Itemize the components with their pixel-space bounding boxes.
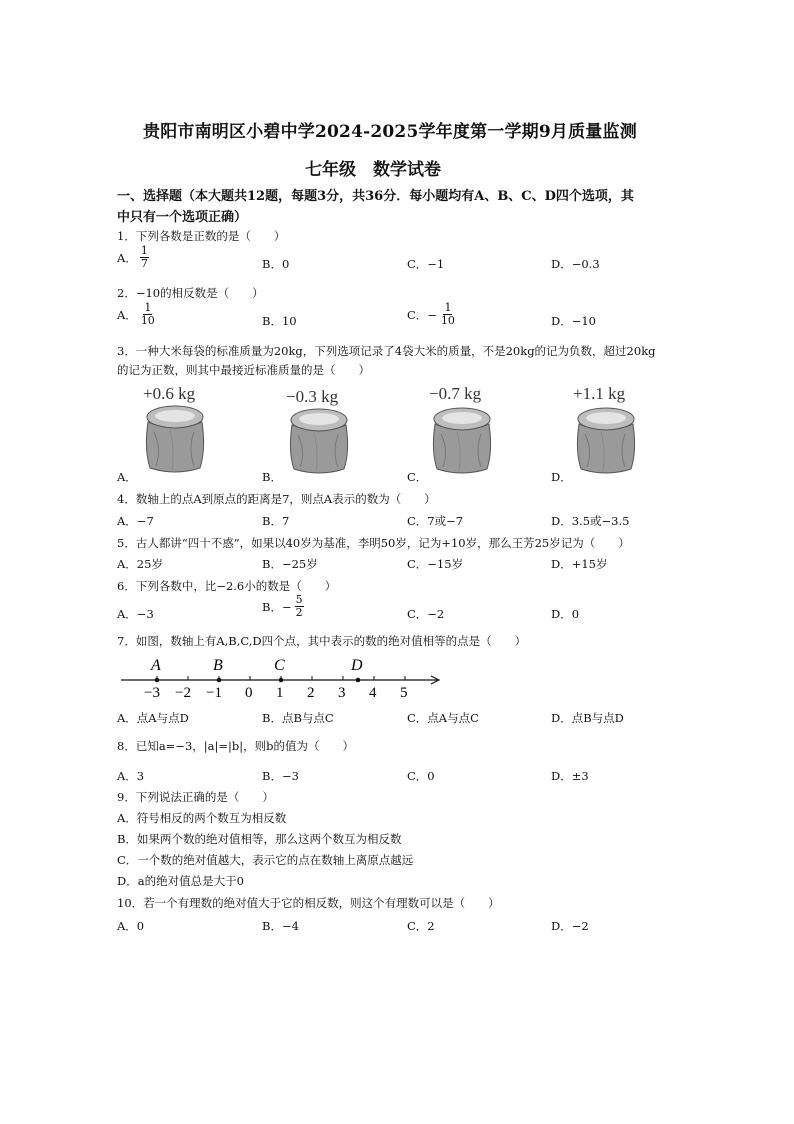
tick-label: 2 [307, 685, 315, 701]
mass-label: −0.3 kg [286, 387, 339, 406]
mass-label: −0.7 kg [429, 384, 482, 403]
q6-option-c: C．−2 [407, 607, 445, 621]
tick-label: 1 [276, 685, 284, 701]
section-heading-line1: 一、选择题（本大题共12题，每题3分，共36分．每小题均有A、B、C、D四个选项，其 [117, 189, 634, 204]
q5-option-c: C．−15岁 [407, 557, 464, 571]
q1-option-a [117, 245, 149, 270]
tick-label: 5 [400, 685, 408, 701]
point-a-label: A [151, 657, 161, 674]
rice-bag-image [286, 407, 352, 474]
option-label: B．− [262, 599, 292, 614]
q9-option-a: A．符号相反的两个数互为相反数 [117, 811, 287, 825]
rice-bag-image [429, 406, 495, 474]
q4-option-b: B．7 [262, 514, 290, 528]
section-heading-line2: 中只有一个选项正确） [117, 210, 248, 225]
q7-option-d: D．点B与点D [551, 711, 624, 725]
q9-option-b: B．如果两个数的绝对值相等，那么这两个数互为相反数 [117, 832, 402, 846]
tick-label: 4 [369, 685, 377, 701]
q3-options [117, 380, 697, 485]
mass-label: +0.6 kg [143, 384, 196, 403]
q3-stem-line2: 的记为正数，则其中最接近标准质量的是（ ） [117, 363, 370, 377]
fraction: $\frac{5}{2}$ [295, 593, 303, 619]
q2-option-b: B．10 [262, 314, 297, 328]
point-b-dot [217, 678, 222, 683]
point-d-label: D [351, 657, 363, 674]
rice-bag-image [573, 406, 639, 474]
option-label: A． [117, 470, 137, 484]
q7-option-a: A．点A与点D [117, 711, 189, 725]
option-label: C．− [407, 307, 437, 322]
fraction: $\frac{1}{10}$ [440, 301, 455, 327]
tick-label: −3 [144, 685, 160, 701]
q1-option-b: B．0 [262, 257, 290, 271]
q7-option-b: B．点B与点C [262, 711, 334, 725]
q4-option-a: A．−7 [117, 514, 154, 528]
q10-option-a: A．0 [117, 919, 145, 933]
q10-option-d: D．−2 [551, 919, 589, 933]
mass-label: +1.1 kg [573, 384, 626, 403]
rice-bag-image [142, 404, 208, 474]
q2-option-d: D．−10 [551, 314, 596, 328]
point-b-label: B [213, 657, 223, 674]
tick-label: 3 [338, 685, 346, 701]
q5-option-a: A．25岁 [117, 557, 163, 571]
q8-option-d: D．±3 [551, 769, 589, 783]
option-label: A． [117, 307, 137, 322]
q1-option-c: C．−1 [407, 257, 445, 271]
q5-option-b: B．−25岁 [262, 557, 318, 571]
q8-option-b: B．−3 [262, 769, 299, 783]
option-label: A． [117, 250, 137, 265]
q6-option-a: A．−3 [117, 607, 154, 621]
tick-label: −1 [206, 685, 222, 701]
q2-stem: 2．−10的相反数是（ ） [117, 286, 264, 300]
q1-option-d: D．−0.3 [551, 257, 600, 271]
option-label: D． [551, 470, 572, 484]
q7-option-c: C．点A与点C [407, 711, 479, 725]
exam-subtitle: 七年级 数学试卷 [305, 160, 441, 180]
tick-label: 0 [245, 685, 253, 701]
option-label: B． [262, 470, 282, 484]
fraction: $\frac{1}{7}$ [140, 244, 148, 270]
q10-option-c: C．2 [407, 919, 435, 933]
q5-option-d: D．+15岁 [551, 557, 608, 571]
tick-label: −2 [175, 685, 191, 701]
point-c-label: C [274, 657, 285, 674]
q5-stem: 5．古人都讲“四十不惑”，如果以40岁为基准，李明50岁，记为+10岁，那么王芳25岁记为（ ） [117, 536, 630, 550]
q8-stem: 8．已知a=−3，|a|=|b|，则b的值为（ ） [117, 739, 354, 753]
fraction: $\frac{1}{10}$ [140, 301, 155, 327]
q8-option-c: C．0 [407, 769, 435, 783]
q4-option-c: C．7或−7 [407, 514, 464, 528]
exam-title: 贵阳市南明区小碧中学2024-2025学年度第一学期9月质量监测 [143, 122, 637, 142]
q10-option-b: B．−4 [262, 919, 299, 933]
q6-stem: 6．下列各数中，比−2.6小的数是（ ） [117, 579, 337, 593]
q3-stem-line1: 3．一种大米每袋的标准质量为20kg，下列选项记录了4袋大米的质量，不是20kg的记为负数，超过20kg [117, 344, 656, 358]
q2-option-a [117, 302, 156, 327]
q9-option-d: D．a的绝对值总是大于0 [117, 874, 244, 888]
q9-stem: 9．下列说法正确的是（ ） [117, 790, 274, 804]
q6-option-b [262, 594, 304, 619]
q6-option-d: D．0 [551, 607, 580, 621]
number-line-figure [117, 655, 447, 707]
q4-option-d: D．3.5或−3.5 [551, 514, 630, 528]
q4-stem: 4．数轴上的点A到原点的距离是7，则点A表示的数为（ ） [117, 492, 436, 506]
option-label: C． [407, 470, 428, 484]
q10-stem: 10．若一个有理数的绝对值大于它的相反数，则这个有理数可以是（ ） [117, 896, 500, 910]
point-a-dot [155, 678, 160, 683]
q8-option-a: A．3 [117, 769, 145, 783]
point-d-dot [356, 678, 361, 683]
point-c-dot [279, 678, 284, 683]
q9-option-c: C．一个数的绝对值越大，表示它的点在数轴上离原点越远 [117, 853, 414, 867]
q2-option-c [407, 302, 456, 327]
q1-stem: 1．下列各数是正数的是（ ） [117, 229, 286, 243]
q7-stem: 7．如图，数轴上有A,B,C,D四个点，其中表示的数的绝对值相等的点是（ ） [117, 634, 527, 648]
